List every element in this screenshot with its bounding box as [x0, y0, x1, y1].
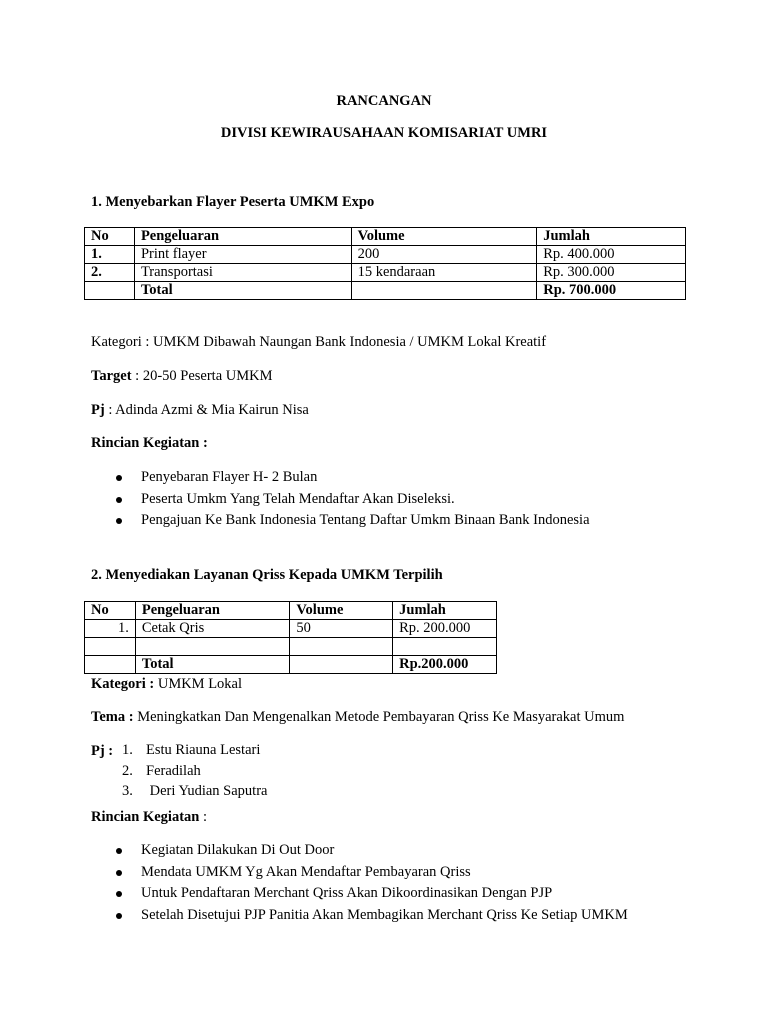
rincian-label: Rincian Kegiatan: [91, 809, 200, 825]
document-subtitle: DIVISI KEWIRAUSAHAAN KOMISARIAT UMRI: [220, 125, 548, 141]
kategori-label: Kategori :: [91, 676, 155, 692]
table-cell: 1.: [85, 246, 135, 264]
pj-label: Pj: [91, 402, 105, 418]
table-cell: [393, 638, 497, 656]
header-cell-no: No: [85, 602, 136, 620]
list-item: [116, 489, 590, 511]
kategori-label: Kategori: [91, 334, 142, 350]
list-item: [122, 781, 267, 802]
table-cell: 2.: [85, 264, 135, 282]
document-title: RANCANGAN: [336, 93, 432, 109]
section2-pj-label: Pj :: [91, 743, 114, 759]
list-item: [122, 740, 267, 761]
list-item: [116, 467, 590, 489]
tema-label: Tema :: [91, 709, 134, 725]
header-cell-pengeluaran: Pengeluaran: [135, 602, 290, 620]
header-cell-jumlah: Jumlah: [537, 228, 686, 246]
table-cell: Rp. 200.000: [393, 620, 497, 638]
total-label: Total: [134, 282, 351, 300]
list-item-text: Peserta Umkm Yang Telah Mendaftar Akan Diseleksi.: [141, 490, 455, 507]
table-cell: [290, 656, 393, 674]
table-cell: 200: [351, 246, 537, 264]
list-item-text: Setelah Disetujui PJP Panitia Akan Membagikan Merchant Qriss Ke Setiap UMKM: [141, 907, 628, 924]
table-row: [85, 620, 497, 638]
table-header-row: [85, 602, 497, 620]
bullet-icon: [116, 475, 122, 481]
table-cell: [351, 282, 537, 300]
bullet-icon: [116, 518, 122, 524]
list-item-text: Pengajuan Ke Bank Indonesia Tentang Daftar Umkm Binaan Bank Indonesia: [141, 512, 590, 529]
bullet-icon: [116, 891, 122, 897]
section1-target: [91, 368, 273, 385]
list-item-text: Mendata UMKM Yg Akan Mendaftar Pembayaran Qriss: [141, 863, 471, 880]
table-row: [85, 638, 497, 656]
table-cell: Print flayer: [134, 246, 351, 264]
bullet-icon: [116, 848, 122, 854]
list-item-text: Deri Yudian Saputra: [146, 783, 268, 799]
total-value: Rp. 700.000: [537, 282, 686, 300]
rincian-colon: :: [199, 809, 208, 825]
target-label: Target: [91, 368, 132, 384]
section2-budget-table: [84, 601, 497, 674]
total-label: Total: [135, 656, 290, 674]
table-cell: [85, 282, 135, 300]
table-cell: 15 kendaraan: [351, 264, 537, 282]
list-item-text: Estu Riauna Lestari: [146, 742, 261, 758]
table-cell: Transportasi: [134, 264, 351, 282]
header-cell-pengeluaran: Pengeluaran: [134, 228, 351, 246]
list-item: [116, 862, 628, 884]
kategori-value: : UMKM Dibawah Naungan Bank Indonesia / UMKM Lokal Kreatif: [141, 334, 547, 350]
section1-heading: 1. Menyebarkan Flayer Peserta UMKM Expo: [91, 194, 375, 210]
section2-pj-list: [122, 740, 267, 802]
table-cell: Cetak Qris: [135, 620, 290, 638]
bullet-icon: [116, 870, 122, 876]
section2-heading: 2. Menyediakan Layanan Qriss Kepada UMKM Terpilih: [91, 567, 443, 583]
list-item-text: Untuk Pendaftaran Merchant Qriss Akan Dikoordinasikan Dengan PJP: [141, 885, 553, 902]
bullet-icon: [116, 913, 122, 919]
total-value: Rp.200.000: [393, 656, 497, 674]
section2-tema: [91, 709, 624, 726]
section1-rincian-label: Rincian Kegiatan :: [91, 435, 208, 451]
header-cell-volume: Volume: [290, 602, 393, 620]
table-cell: 1.: [85, 620, 136, 638]
section2-kategori: [91, 676, 242, 693]
table-total-row: [85, 656, 497, 674]
list-item-text: Penyebaran Flayer H- 2 Bulan: [141, 469, 318, 485]
header-cell-volume: Volume: [351, 228, 537, 246]
table-cell: Rp. 300.000: [537, 264, 686, 282]
list-item: [116, 883, 628, 905]
list-item-number: 1.: [122, 742, 133, 758]
list-item: [116, 840, 628, 862]
table-total-row: [85, 282, 686, 300]
tema-value: Meningkatkan Dan Mengenalkan Metode Pembayaran Qriss Ke Masyarakat Umum: [133, 709, 625, 725]
list-item: [116, 510, 590, 532]
section2-rincian-list: [116, 840, 628, 927]
table-cell: 50: [290, 620, 393, 638]
section1-budget-table: [84, 227, 686, 300]
section1-pj: [91, 402, 309, 419]
table-cell: [85, 656, 136, 674]
header-cell-no: No: [85, 228, 135, 246]
list-item-number: 3.: [122, 783, 133, 799]
section1-rincian-list: [116, 467, 590, 532]
section1-kategori: [91, 334, 546, 351]
table-cell: [85, 638, 136, 656]
target-value: : 20-50 Peserta UMKM: [131, 368, 273, 384]
table-row: [85, 264, 686, 282]
kategori-value: UMKM Lokal: [154, 676, 243, 692]
header-cell-jumlah: Jumlah: [393, 602, 497, 620]
list-item: [116, 905, 628, 927]
pj-value: : Adinda Azmi & Mia Kairun Nisa: [104, 402, 309, 418]
list-item-text: Kegiatan Dilakukan Di Out Door: [141, 842, 335, 858]
list-item-number: 2.: [122, 762, 133, 779]
bullet-icon: [116, 497, 122, 503]
table-row: [85, 246, 686, 264]
list-item: [122, 761, 267, 782]
table-cell: [290, 638, 393, 656]
table-cell: [135, 638, 290, 656]
table-cell: Rp. 400.000: [537, 246, 686, 264]
list-item-text: Feradilah: [146, 762, 201, 779]
section2-rincian: [91, 809, 207, 826]
table-header-row: [85, 228, 686, 246]
